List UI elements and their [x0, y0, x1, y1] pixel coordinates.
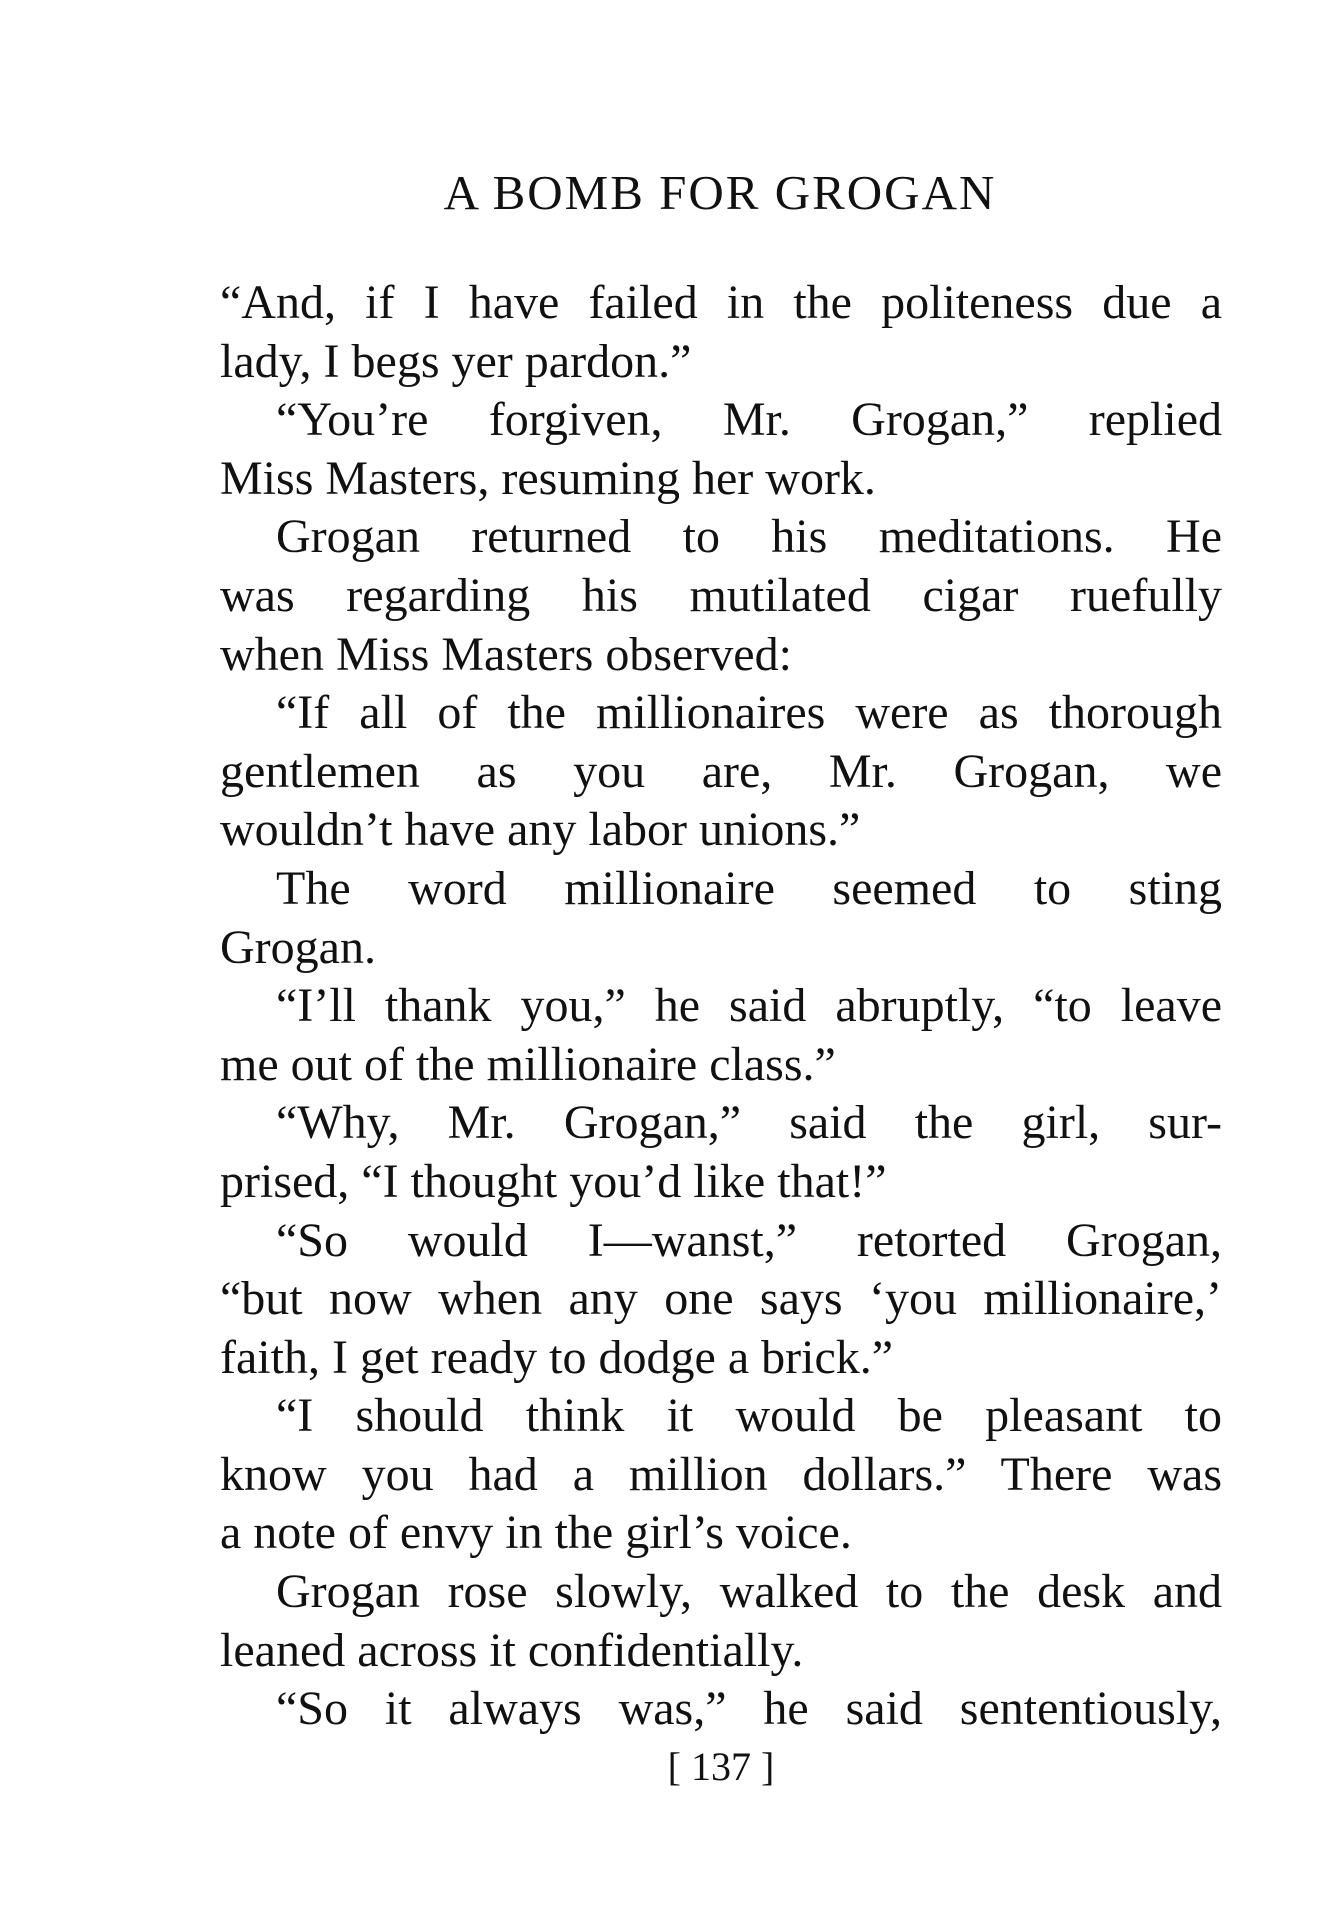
text-line: “Why, Mr. Grogan,” said the girl, sur- [276, 1096, 1222, 1150]
text-line: wouldn’t have any labor unions.” [220, 803, 861, 857]
text-line: know you had a million dollars.” There was [220, 1447, 1222, 1501]
text-line: “And, if I have failed in the politeness due a [220, 276, 1222, 329]
text-line: Grogan rose slowly, walked to the desk and [276, 1565, 1222, 1619]
text-line: The word millionaire seemed to sting [276, 861, 1222, 915]
text-line: “So it always was,” he said sententiously, [276, 1682, 1222, 1736]
text-line: leaned across it confidentially. [220, 1623, 804, 1677]
running-head: A BOMB FOR GROGAN [443, 165, 997, 220]
text-line: Miss Masters, resuming her work. [220, 451, 876, 505]
text-line: “If all of the millionaires were as thorough [276, 686, 1222, 740]
page-number: [ 137 ] [667, 1744, 775, 1789]
text-line: “So would I—wanst,” retorted Grogan, [276, 1213, 1222, 1267]
text-line: gentlemen as you are, Mr. Grogan, we [220, 744, 1222, 798]
text-line: a note of envy in the girl’s voice. [220, 1506, 852, 1560]
text-line: me out of the millionaire class.” [220, 1037, 836, 1091]
text-line: “I should think it would be pleasant to [276, 1389, 1222, 1443]
text-line: Grogan returned to his meditations. He [276, 510, 1222, 564]
text-line: was regarding his mutilated cigar ruefully [220, 568, 1222, 622]
text-line: when Miss Masters observed: [220, 627, 792, 681]
text-line: prised, “I thought you’d like that!” [220, 1154, 887, 1208]
body-text [220, 274, 1222, 1739]
text-line: Grogan. [220, 920, 376, 974]
text-line: “You’re forgiven, Mr. Grogan,” replied [276, 393, 1222, 447]
text-line: “but now when any one says ‘you millionaire,’ [220, 1272, 1222, 1326]
text-line: faith, I get ready to dodge a brick.” [220, 1330, 894, 1384]
text-line: lady, I begs yer pardon.” [220, 334, 692, 388]
text-line: “I’ll thank you,” he said abruptly, “to leave [276, 979, 1222, 1033]
